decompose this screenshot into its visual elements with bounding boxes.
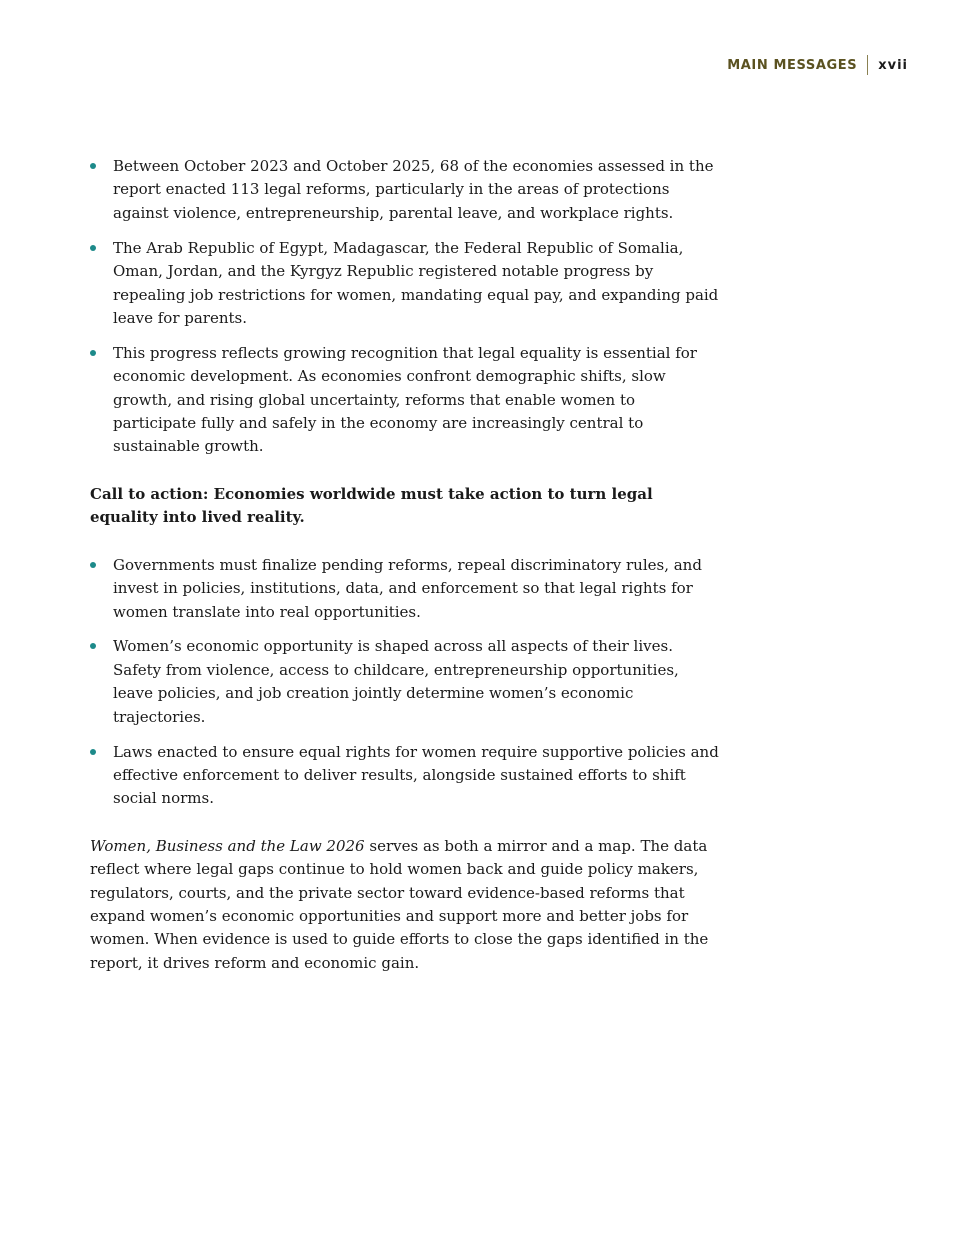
- list-item: [90, 635, 722, 729]
- page-number: xvii: [878, 57, 908, 73]
- list-item-text: This progress reflects growing recognition that legal equality is essential for economic development. As economies confront demographic shifts, slow growth, and rising global uncertainty, reforms that enable women to participate fully and safely in the economy are increasingly central to sustainable growth.: [113, 343, 697, 456]
- list-item: [90, 155, 722, 225]
- page-body: [90, 155, 722, 990]
- list-item: [90, 237, 722, 331]
- list-item-text: The Arab Republic of Egypt, Madagascar, the Federal Republic of Somalia, Oman, Jordan, and the Kyrgyz Republic registered notable progress by repealing job restrictions for women, mandating equal pay, and expanding paid leave for parents.: [113, 238, 719, 327]
- running-head-divider: [867, 55, 868, 75]
- running-head-section: MAIN MESSAGES: [727, 57, 858, 73]
- bullet-dot-icon: [90, 643, 96, 649]
- report-title: Women, Business and the Law 2026: [90, 836, 365, 855]
- list-item: [90, 741, 722, 811]
- list-item-text: Between October 2023 and October 2025, 68 of the economies assessed in the report enacted 113 legal reforms, particularly in the areas of protections against violence, entrepreneurship, parental leave, and workplace rights.: [113, 157, 714, 222]
- list-item-text: Laws enacted to ensure equal rights for women require supportive policies and effective enforcement to deliver results, alongside sustained efforts to shift social norms.: [113, 742, 719, 808]
- running-head: [727, 55, 908, 75]
- list-item-text: Women’s economic opportunity is shaped across all aspects of their lives. Safety from violence, access to childcare, entrepreneurship opportunities, leave policies, and job creation jointly determine women’s economic trajectories.: [113, 637, 679, 726]
- bullet-dot-icon: [90, 245, 96, 251]
- call-to-action-heading: Call to action: Economies worldwide must take action to turn legal equality into lived reality.: [90, 484, 653, 527]
- bullet-dot-icon: [90, 350, 96, 356]
- action-bullet-list: [90, 554, 722, 811]
- closing-text: serves as both a mirror and a map. The data reflect where legal gaps continue to hold women back and guide policy makers, regulators, courts, and the private sector toward evidence-based reforms that expand women’s economic opportunities and support more and better jobs for women. When evidence is used to guide efforts to close the gaps identified in the report, it drives reform and economic gain.: [90, 836, 709, 972]
- bullet-dot-icon: [90, 749, 96, 755]
- list-item: [90, 554, 722, 624]
- list-item-text: Governments must finalize pending reforms, repeal discriminatory rules, and invest in policies, institutions, data, and enforcement so that legal rights for women translate into real opportunities.: [113, 555, 702, 621]
- bullet-dot-icon: [90, 163, 96, 169]
- bullet-dot-icon: [90, 562, 96, 568]
- progress-bullet-list: [90, 155, 722, 459]
- closing-paragraph: [90, 835, 722, 975]
- list-item: [90, 342, 722, 459]
